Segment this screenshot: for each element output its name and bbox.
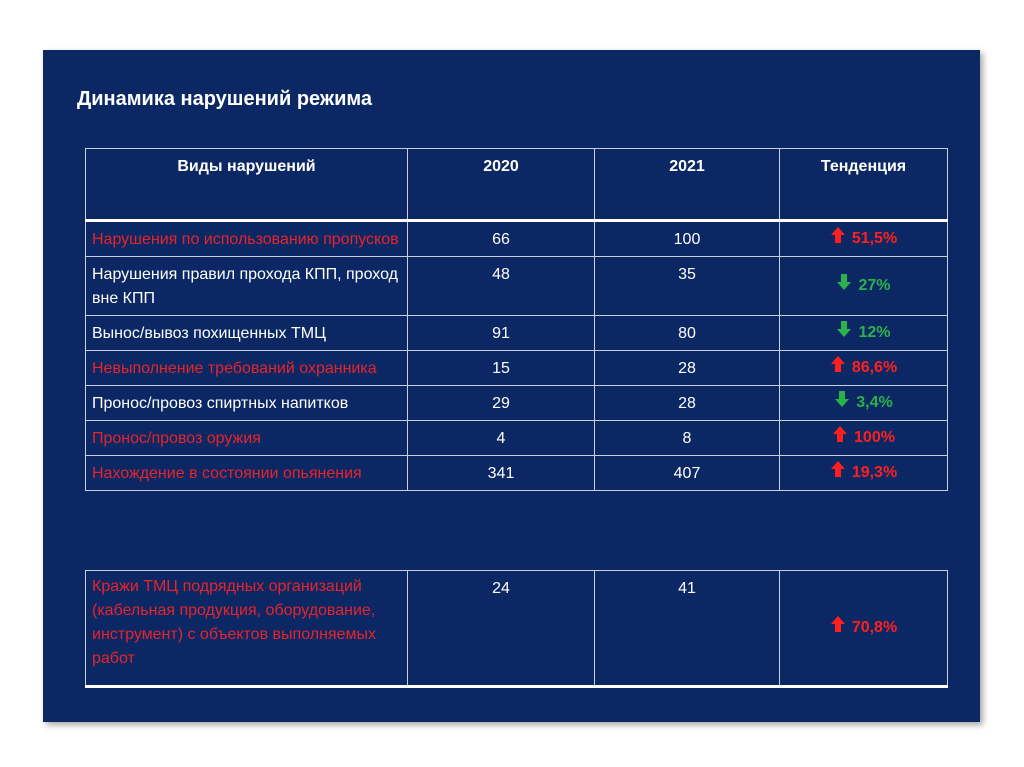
table-row bbox=[86, 421, 948, 456]
arrow-up-icon bbox=[830, 460, 846, 486]
trend-value: 100% bbox=[854, 429, 895, 446]
header-violation-type: Виды нарушений bbox=[86, 149, 408, 221]
value-2021: 28 bbox=[595, 386, 780, 421]
arrow-up-icon bbox=[830, 615, 846, 641]
value-2021: 407 bbox=[595, 456, 780, 491]
trend-cell bbox=[780, 221, 948, 257]
trend-value: 3,4% bbox=[856, 394, 893, 411]
trend-indicator bbox=[830, 355, 897, 381]
value-2021: 28 bbox=[595, 351, 780, 386]
table-row bbox=[86, 316, 948, 351]
trend-value: 86,6% bbox=[851, 359, 898, 376]
trend-indicator bbox=[832, 425, 895, 451]
table-row bbox=[86, 257, 948, 316]
trend-cell bbox=[780, 316, 948, 351]
value-2020: 4 bbox=[408, 421, 595, 456]
table-row bbox=[86, 456, 948, 491]
violation-name: Пронос/провоз спиртных напитков bbox=[86, 386, 408, 421]
value-2020: 29 bbox=[408, 386, 595, 421]
trend-indicator bbox=[836, 273, 890, 299]
trend-cell bbox=[780, 351, 948, 386]
table-header-row bbox=[86, 149, 948, 221]
trend-indicator bbox=[836, 320, 890, 346]
trend-value: 27% bbox=[858, 277, 891, 294]
violations-table bbox=[85, 148, 948, 491]
slide-title: Динамика нарушений режима bbox=[77, 88, 373, 110]
violation-name: Кражи ТМЦ подрядных организаций (кабельная продукция, оборудование, инструмент) с объектов выполняемых работ bbox=[86, 571, 408, 687]
value-2021: 8 bbox=[595, 421, 780, 456]
trend-indicator bbox=[830, 226, 897, 252]
trend-value: 70,8% bbox=[851, 619, 898, 636]
trend-indicator bbox=[834, 390, 892, 416]
violation-name: Нарушения правил прохода КПП, проход вне КПП bbox=[86, 257, 408, 316]
value-2021: 41 bbox=[595, 571, 780, 687]
trend-cell bbox=[780, 456, 948, 491]
violation-name: Пронос/провоз оружия bbox=[86, 421, 408, 456]
value-2020: 48 bbox=[408, 257, 595, 316]
value-2021: 35 bbox=[595, 257, 780, 316]
contractor-theft-table bbox=[85, 570, 948, 688]
arrow-up-icon bbox=[830, 226, 846, 252]
slide bbox=[43, 50, 980, 722]
value-2021: 100 bbox=[595, 221, 780, 257]
value-2020: 341 bbox=[408, 456, 595, 491]
trend-cell bbox=[780, 421, 948, 456]
table-row bbox=[86, 386, 948, 421]
header-trend: Тенденция bbox=[780, 149, 948, 221]
trend-cell bbox=[780, 386, 948, 421]
trend-value: 19,3% bbox=[851, 464, 898, 481]
violation-name: Нарушения по использованию пропусков bbox=[86, 221, 408, 257]
arrow-up-icon bbox=[830, 355, 846, 381]
trend-cell bbox=[780, 257, 948, 316]
header-2020: 2020 bbox=[408, 149, 595, 221]
value-2021: 80 bbox=[595, 316, 780, 351]
table-row bbox=[86, 221, 948, 257]
violation-name: Нахождение в состоянии опьянения bbox=[86, 456, 408, 491]
value-2020: 91 bbox=[408, 316, 595, 351]
table-row bbox=[86, 351, 948, 386]
value-2020: 66 bbox=[408, 221, 595, 257]
value-2020: 24 bbox=[408, 571, 595, 687]
value-2020: 15 bbox=[408, 351, 595, 386]
table-row bbox=[86, 571, 948, 687]
arrow-down-icon bbox=[834, 390, 850, 416]
header-2021: 2021 bbox=[595, 149, 780, 221]
trend-indicator bbox=[830, 615, 897, 641]
arrow-down-icon bbox=[836, 273, 852, 299]
trend-cell bbox=[780, 571, 948, 687]
arrow-up-icon bbox=[832, 425, 848, 451]
violation-name: Невыполнение требований охранника bbox=[86, 351, 408, 386]
arrow-down-icon bbox=[836, 320, 852, 346]
violation-name: Вынос/вывоз похищенных ТМЦ bbox=[86, 316, 408, 351]
trend-value: 12% bbox=[858, 324, 891, 341]
trend-indicator bbox=[830, 460, 897, 486]
trend-value: 51,5% bbox=[851, 230, 898, 247]
